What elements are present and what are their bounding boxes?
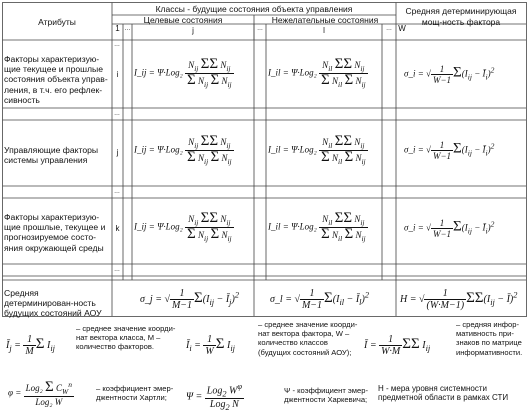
row-label-control-factors: Управляющие факторы системы управления xyxy=(4,145,99,166)
legend-formula-psi: Ψ = $\frac{Log_2 W^\varphi}{Log_2 N}$ xyxy=(186,382,242,413)
formula-prefix: I_ij = Ψ·Log₂ xyxy=(134,144,183,155)
row-dots: … xyxy=(114,267,120,273)
legend-formula-I: Ī = $\frac{1}{W\cdot M}$ ΣΣ $I_{ij}$ xyxy=(364,334,431,357)
row-label-environment-factors: Факторы характеризую-щие прошлые, текущее и прогнозируемое состо-яния окружающей среды xyxy=(4,212,106,253)
legend-psi-description: Ψ - коэффициент эмер-джентности Харкевича; xyxy=(284,386,369,405)
header-classes: Классы - будущие состояния объекта управления xyxy=(155,4,353,14)
header-undesired-states: Нежелательные состояния xyxy=(271,15,379,25)
header-attributes: Атрибуты xyxy=(38,17,76,27)
column-index-dots: … xyxy=(124,26,131,32)
row-index-i: i xyxy=(116,70,119,79)
formula-prefix: I_ij = Ψ·Log₂ xyxy=(134,221,183,232)
formula-prefix: σ_i = xyxy=(404,222,427,233)
formula-info-undesired: I_il = Ψ·Log₂ $\frac{N_{il} \Sigma\Sigma N_{ij}}{\Sigma N_{il} \Sigma N_{ij}}$ xyxy=(268,133,366,166)
column-index-dots: … xyxy=(386,26,392,32)
row-label-object-factors: Факторы характеризую-щие текущее и прошлые состояния объекта управ-ления, в т.ч. его рефлек-сивность xyxy=(4,54,108,105)
row-index-k: k xyxy=(115,224,120,233)
formula-prefix: I_il = Ψ·Log₂ xyxy=(268,144,317,155)
header-mean-deviation: Средняя детерминирующая мощ-ность фактора xyxy=(405,6,517,27)
formula-prefix: σ_j = xyxy=(140,293,165,305)
legend-I-description: – средняя инфор-мативность при-знаков по матрице информативности. xyxy=(456,320,523,357)
column-index-l: l xyxy=(323,26,325,35)
legend-Ii-description: – среднее значение коорди-нат вектора фактора, W – количество классов (будущих состояний АОУ); xyxy=(258,320,358,357)
row-label-mean-determinism: Средняя детерминирован-ность будущих состояний АОУ xyxy=(4,288,102,319)
formula-prefix: I_il = Ψ·Log₂ xyxy=(268,221,317,232)
row-dots: … xyxy=(114,189,120,195)
formula-sigma-j: σ_j = √ $\frac{1}{M-1}$ $\Sigma(I_{ij}$ − $Ī_j)^2$ xyxy=(140,288,240,311)
legend-H-description: H - мера уровня системности предметной области в рамках СТИ xyxy=(378,384,509,403)
formula-prefix: σ_i = xyxy=(404,68,427,79)
formula-prefix: σ_l = xyxy=(270,293,295,305)
formula-info-target: I_ij = Ψ·Log₂ $\frac{N_{ij} \Sigma\Sigma N_{ij}}{\Sigma N_{ij} \Sigma N_{ij}}$ xyxy=(134,133,232,166)
formula-sigma-i: σ_i = √ $\frac{1}{W-1}$ $\Sigma(I_{ij}$ − $Ī_i)^2$ xyxy=(404,140,495,161)
legend-Ij-description: – среднее значение коорди-нат вектора класса, M – количество факторов. xyxy=(76,324,176,352)
column-index-dots: … xyxy=(257,26,263,32)
formula-prefix: I_ij = Ψ·Log₂ xyxy=(134,67,183,78)
formula-info-undesired: I_il = Ψ·Log₂ $\frac{N_{il} \Sigma\Sigma N_{ij}}{\Sigma N_{il} \Sigma N_{ij}}$ xyxy=(268,210,366,243)
row-dots: … xyxy=(114,42,120,48)
row-dots: … xyxy=(114,111,120,117)
header-target-states: Целевые состояния xyxy=(143,15,223,25)
formula-prefix: σ_i = xyxy=(404,144,427,155)
formula-prefix: H = xyxy=(400,293,419,305)
formula-prefix: I_il = Ψ·Log₂ xyxy=(268,67,317,78)
formula-info-target: I_ij = Ψ·Log₂ $\frac{N_{ij} \Sigma\Sigma N_{ij}}{\Sigma N_{ij} \Sigma N_{ij}}$ xyxy=(134,56,232,89)
legend-formula-Ii: $Ī_i$ = $\frac{1}{W}$ Σ $I_{ij}$ xyxy=(186,334,235,357)
formula-info-target: I_ij = Ψ·Log₂ $\frac{N_{ij} \Sigma\Sigma N_{ij}}{\Sigma N_{ij} \Sigma N_{ij}}$ xyxy=(134,210,232,243)
legend-phi-description: – коэффициент эмер-джентности Хартли; xyxy=(96,384,174,403)
formula-sigma-l: σ_l = √ $\frac{1}{M-1}$ $\Sigma(I_{il}$ − $Ī_l)^2$ xyxy=(270,288,370,311)
column-index-j: j xyxy=(192,26,194,35)
row-index-j: j xyxy=(116,148,119,157)
legend-formula-phi: φ = $\frac{Log_2 \Sigma C_W^n}{\text{Log₂ W}}$ xyxy=(8,379,72,407)
column-index-1: 1 xyxy=(115,24,120,33)
column-index-W: W xyxy=(398,24,406,33)
formula-info-undesired: I_il = Ψ·Log₂ $\frac{N_{il} \Sigma\Sigma N_{ij}}{\Sigma N_{il} \Sigma N_{ij}}$ xyxy=(268,56,366,89)
formula-sigma-i: σ_i = √ $\frac{1}{W-1}$ $\Sigma(I_{ij}$ − $Ī_i)^2$ xyxy=(404,64,495,85)
formula-H: H = √ $\frac{1}{(W\cdot M-1)}$ $\Sigma\Sigma(I_{ij}$ − Ī)$^2$ xyxy=(400,288,518,311)
legend-formula-Ij: $Ī_j$ = $\frac{1}{M}$ Σ $I_{ij}$ xyxy=(6,334,55,357)
formula-sigma-i: σ_i = √ $\frac{1}{W-1}$ $\Sigma(I_{ij}$ − $Ī_i)^2$ xyxy=(404,218,495,239)
